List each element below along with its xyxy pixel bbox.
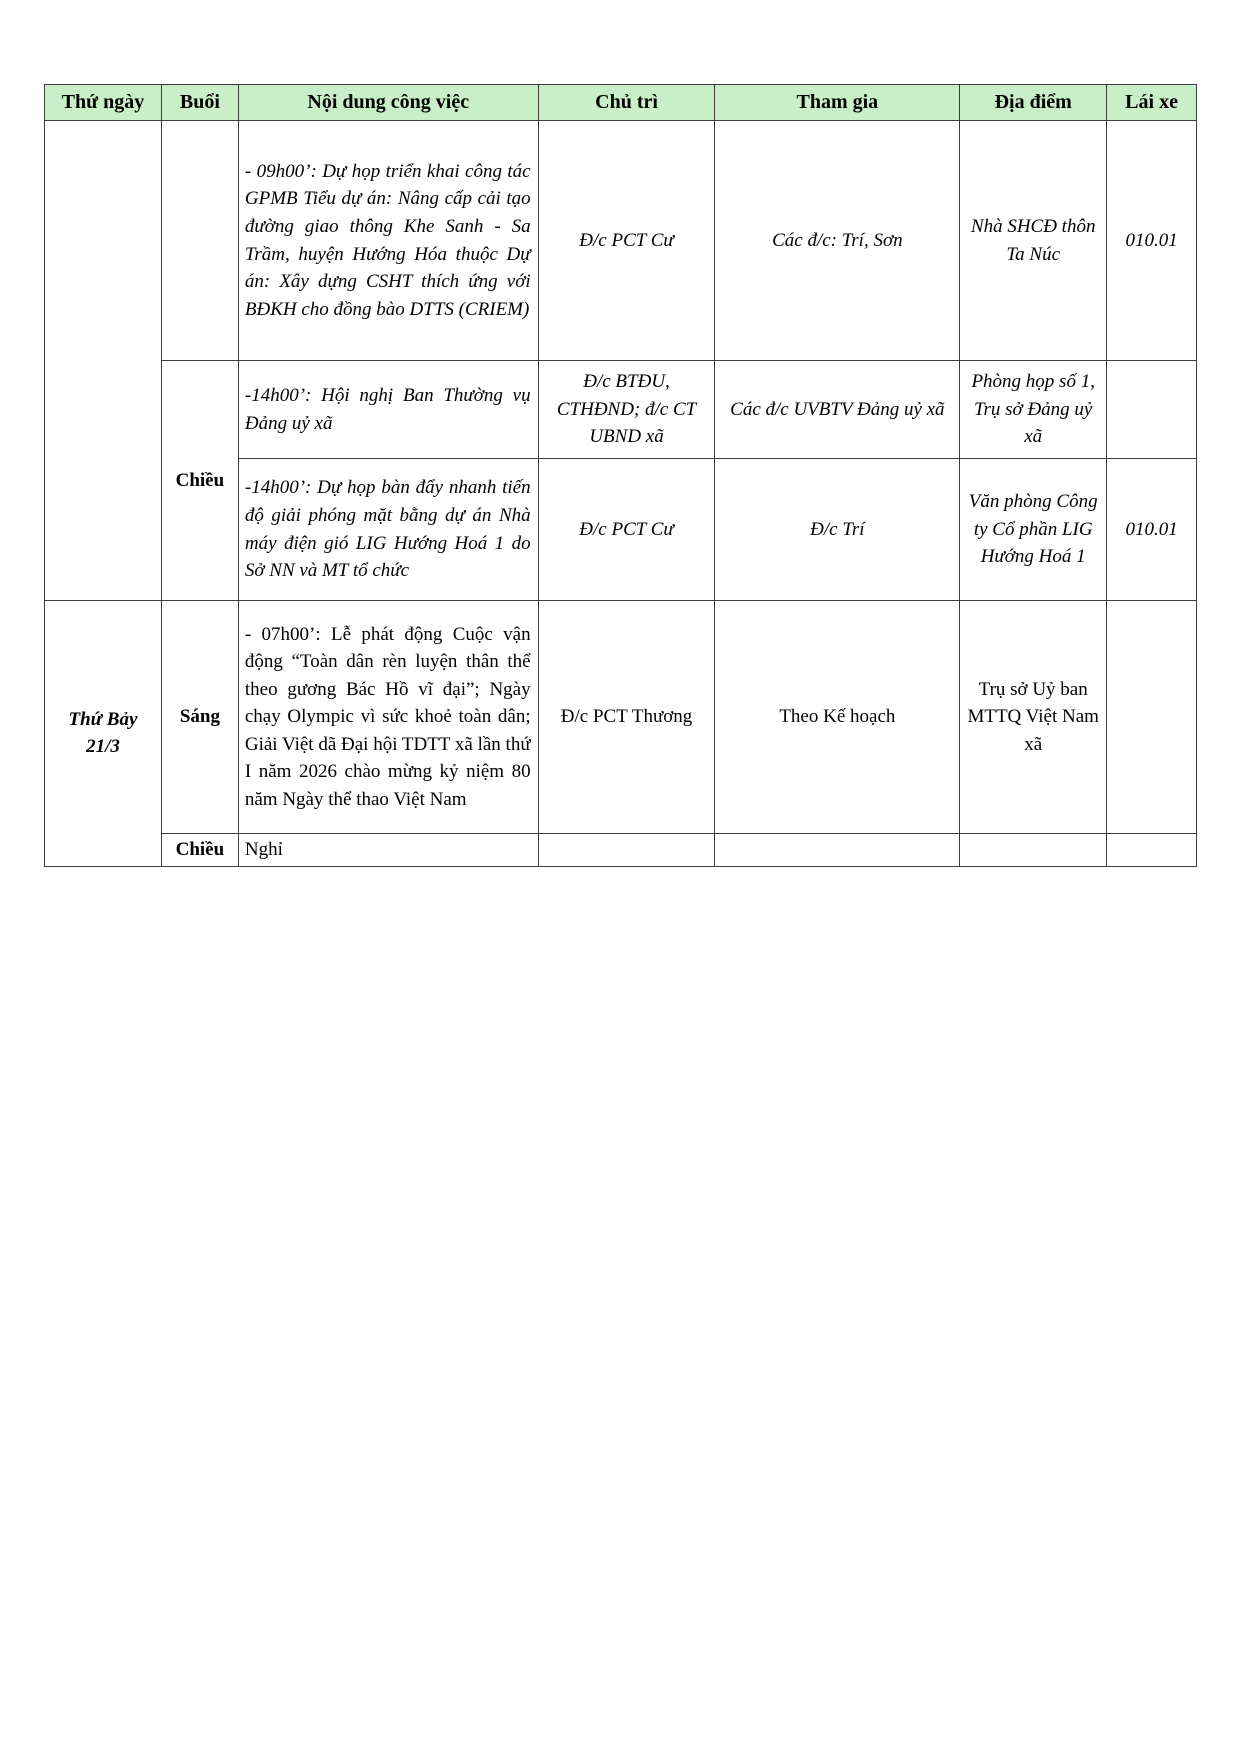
header-cell-thu-ngay: Thứ ngày — [45, 85, 162, 121]
chair-cell: Đ/c PCT Cư — [538, 121, 715, 361]
driver-cell — [1107, 834, 1197, 867]
driver-cell — [1107, 601, 1197, 834]
day-cell: Thứ Bảy 21/3 — [45, 601, 162, 867]
participants-cell: Đ/c Trí — [715, 459, 960, 601]
header-cell-chu-tri: Chủ trì — [538, 85, 715, 121]
participants-cell: Các đ/c UVBTV Đảng uỷ xã — [715, 361, 960, 459]
content-cell: -14h00’: Hội nghị Ban Thường vụ Đảng uỷ xã — [238, 361, 538, 459]
header-cell-noi-dung: Nội dung công việc — [238, 85, 538, 121]
participants-cell: Các đ/c: Trí, Sơn — [715, 121, 960, 361]
session-cell: Chiều — [161, 361, 238, 601]
day-cell — [45, 121, 162, 601]
driver-cell — [1107, 361, 1197, 459]
location-cell: Văn phòng Công ty Cổ phần LIG Hướng Hoá 1 — [960, 459, 1107, 601]
location-cell: Phòng họp số 1, Trụ sở Đảng uỷ xã — [960, 361, 1107, 459]
participants-cell: Theo Kế hoạch — [715, 601, 960, 834]
content-cell: Nghỉ — [238, 834, 538, 867]
chair-cell: Đ/c BTĐU, CTHĐND; đ/c CT UBND xã — [538, 361, 715, 459]
content-cell: -14h00’: Dự họp bàn đẩy nhanh tiến độ giải phóng mặt bằng dự án Nhà máy điện gió LIG Hướng Hoá 1 do Sở NN và MT tổ chức — [238, 459, 538, 601]
session-cell: Chiều — [161, 834, 238, 867]
driver-cell: 010.01 — [1107, 459, 1197, 601]
schedule-table — [44, 84, 1197, 867]
header-row — [45, 85, 1197, 121]
table-row — [45, 121, 1197, 361]
chair-cell — [538, 834, 715, 867]
participants-cell — [715, 834, 960, 867]
chair-cell: Đ/c PCT Cư — [538, 459, 715, 601]
header-cell-lai-xe: Lái xe — [1107, 85, 1197, 121]
location-cell — [960, 834, 1107, 867]
driver-cell: 010.01 — [1107, 121, 1197, 361]
session-cell: Sáng — [161, 601, 238, 834]
table-row — [45, 601, 1197, 834]
table-row — [45, 361, 1197, 459]
location-cell: Trụ sở Uỷ ban MTTQ Việt Nam xã — [960, 601, 1107, 834]
location-cell: Nhà SHCĐ thôn Ta Núc — [960, 121, 1107, 361]
header-cell-tham-gia: Tham gia — [715, 85, 960, 121]
table-row — [45, 834, 1197, 867]
content-cell: - 07h00’: Lễ phát động Cuộc vận động “Toàn dân rèn luyện thân thể theo gương Bác Hồ vĩ đại”; Ngày chạy Olympic vì sức khoẻ toàn dân; Giải Việt dã Đại hội TDTT xã lần thứ I năm 2026 chào mừng kỷ niệm 80 năm Ngày thể thao Việt Nam — [238, 601, 538, 834]
content-cell: - 09h00’: Dự họp triển khai công tác GPMB Tiểu dự án: Nâng cấp cải tạo đường giao thông Khe Sanh - Sa Trầm, huyện Hướng Hóa thuộc Dự án: Xây dựng CSHT thích ứng với BĐKH cho đồng bào DTTS (CRIEM) — [238, 121, 538, 361]
chair-cell: Đ/c PCT Thương — [538, 601, 715, 834]
header-cell-dia-diem: Địa điểm — [960, 85, 1107, 121]
session-cell — [161, 121, 238, 361]
header-cell-buoi: Buổi — [161, 85, 238, 121]
